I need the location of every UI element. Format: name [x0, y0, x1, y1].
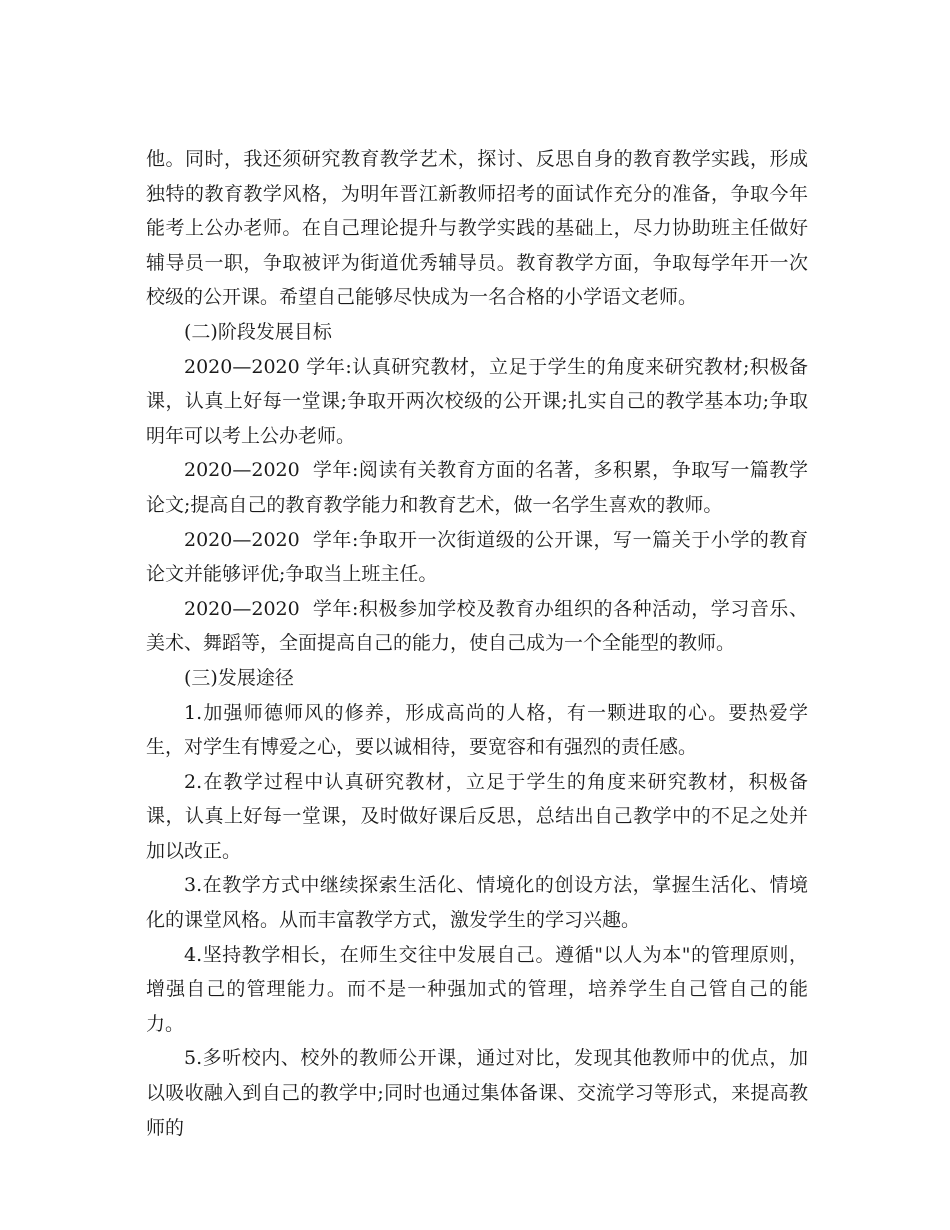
paragraph-stage-goal-3: 2020—2020 学年:争取开一次街道级的公开课，写一篇关于小学的教育论文并能够评优;争取当上班主任。 — [146, 528, 808, 586]
paragraph-stage-goal-4: 2020—2020 学年:积极参加学校及教育办组织的各种活动，学习音乐、美术、舞蹈等，全面提高自己的能力，使自己成为一个全能型的教师。 — [146, 597, 808, 655]
paragraph-path-5: 5.多听校内、校外的教师公开课，通过对比，发现其他教师中的优点，加以吸收融入到自己的教学中;同时也通过集体备课、交流学习等形式，来提高教师的 — [146, 1047, 808, 1139]
paragraph-path-4: 4.坚持教学相长，在师生交往中发展自己。遵循"以人为本"的管理原则，增强自己的管理能力。而不是一种强加式的管理，培养学生自己管自己的能力。 — [146, 943, 808, 1035]
section-heading-stage-goals: (二)阶段发展目标 — [184, 320, 332, 343]
document-body — [146, 142, 808, 1145]
paragraph-path-1: 1.加强师德师风的修养，形成高尚的人格，有一颗进取的心。要热爱学生，对学生有博爱之心，要以诚相待，要宽容和有强烈的责任感。 — [146, 701, 808, 759]
paragraph-continuation: 他。同时，我还须研究教育教学艺术，探讨、反思自身的教育教学实践，形成独特的教育教学风格，为明年晋江新教师招考的面试作充分的准备，争取今年能考上公办老师。在自己理论提升与教学实践的基础上，尽力协助班主任做好辅导员一职，争取被评为街道优秀辅导员。教育教学方面，争取每学年开一次校级的公开课。希望自己能够尽快成为一名合格的小学语文老师。 — [146, 148, 808, 309]
section-heading-development-paths: (三)发展途径 — [184, 666, 294, 689]
paragraph-path-3: 3.在教学方式中继续探索生活化、情境化的创设方法，掌握生活化、情境化的课堂风格。从而丰富教学方式，激发学生的学习兴趣。 — [146, 874, 808, 932]
paragraph-path-2: 2.在教学过程中认真研究教材，立足于学生的角度来研究教材，积极备课，认真上好每一堂课，及时做好课后反思，总结出自己教学中的不足之处并加以改正。 — [146, 770, 808, 862]
paragraph-stage-goal-1: 2020—2020 学年:认真研究教材，立足于学生的角度来研究教材;积极备课，认真上好每一堂课;争取开两次校级的公开课;扎实自己的教学基本功;争取明年可以考上公办老师。 — [146, 355, 808, 447]
paragraph-stage-goal-2: 2020—2020 学年:阅读有关教育方面的名著，多积累，争取写一篇教学论文;提高自己的教育教学能力和教育艺术，做一名学生喜欢的教师。 — [146, 459, 808, 516]
